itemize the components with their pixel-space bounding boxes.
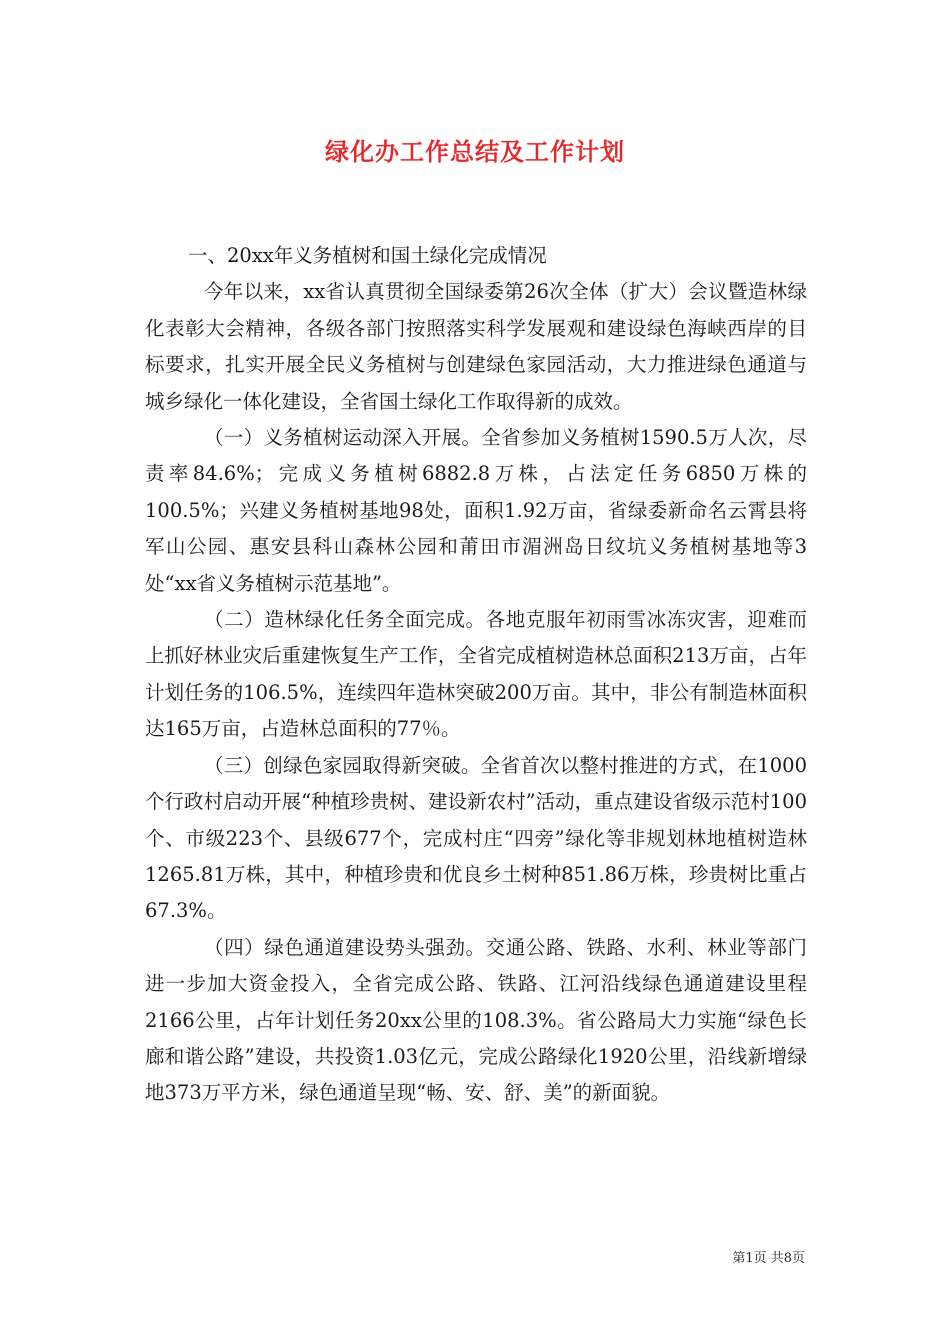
- paragraph-voluntary-planting: （一）义务植树运动深入开展。全省参加义务植树1590.5万人次，尽责率84.6%；完成义务植树6882.8万株，占法定任务6850万株的100.5%；兴建义务植树基地98处，面积1.92万亩，省绿委新命名云霄县将军山公园、惠安县科山森林公园和莆田市湄洲岛日纹坑义务植树基地等3处“xx省义务植树示范基地”。: [145, 426, 807, 595]
- paragraph-green-homes: （三）创绿色家园取得新突破。全省首次以整村推进的方式，在1000个行政村启动开展“种植珍贵树、建设新农村”活动，重点建设省级示范村100个、市级223个、县级677个，完成村庄“四旁”绿化等非规划林地植树造林1265.81万株，其中，种植珍贵和优良乡土树种851.86万株，珍贵树比重占67.3%。: [145, 753, 807, 923]
- document-body: [145, 238, 807, 1112]
- section-heading: 一、20xx年义务植树和国土绿化完成情况: [188, 244, 547, 267]
- paragraph-intro: 今年以来，xx省认真贯彻全国绿委第26次全体（扩大）会议暨造林绿化表彰大会精神，各级各部门按照落实科学发展观和建设绿色海峡西岸的目标要求，扎实开展全民义务植树与创建绿色家园活动，大力推进绿色通道与城乡绿化一体化建设，全省国土绿化工作取得新的成效。: [145, 280, 807, 413]
- document-title: 绿化办工作总结及工作计划: [325, 137, 625, 166]
- paragraph-afforestation: （二）造林绿化任务全面完成。各地克服年初雨雪冰冻灾害，迎难而上抓好林业灾后重建恢复生产工作，全省完成植树造林总面积213万亩，占年计划任务的106.5%，连续四年造林突破200万亩。其中，非公有制造林面积达165万亩，占造林总面积的77％。: [145, 608, 807, 741]
- paragraph-green-corridors: （四）绿色通道建设势头强劲。交通公路、铁路、水利、林业等部门进一步加大资金投入，全省完成公路、铁路、江河沿线绿色通道建设里程2166公里，占年计划任务20xx公里的108.3%。省公路局大力实施“绿色长廊和谐公路”建设，共投资1.03亿元，完成公路绿化1920公里，沿线新增绿地373万平方米，绿色通道呈现“畅、安、舒、美”的新面貌。: [145, 935, 807, 1105]
- page-number-footer: 第1页 共8页: [732, 1251, 805, 1266]
